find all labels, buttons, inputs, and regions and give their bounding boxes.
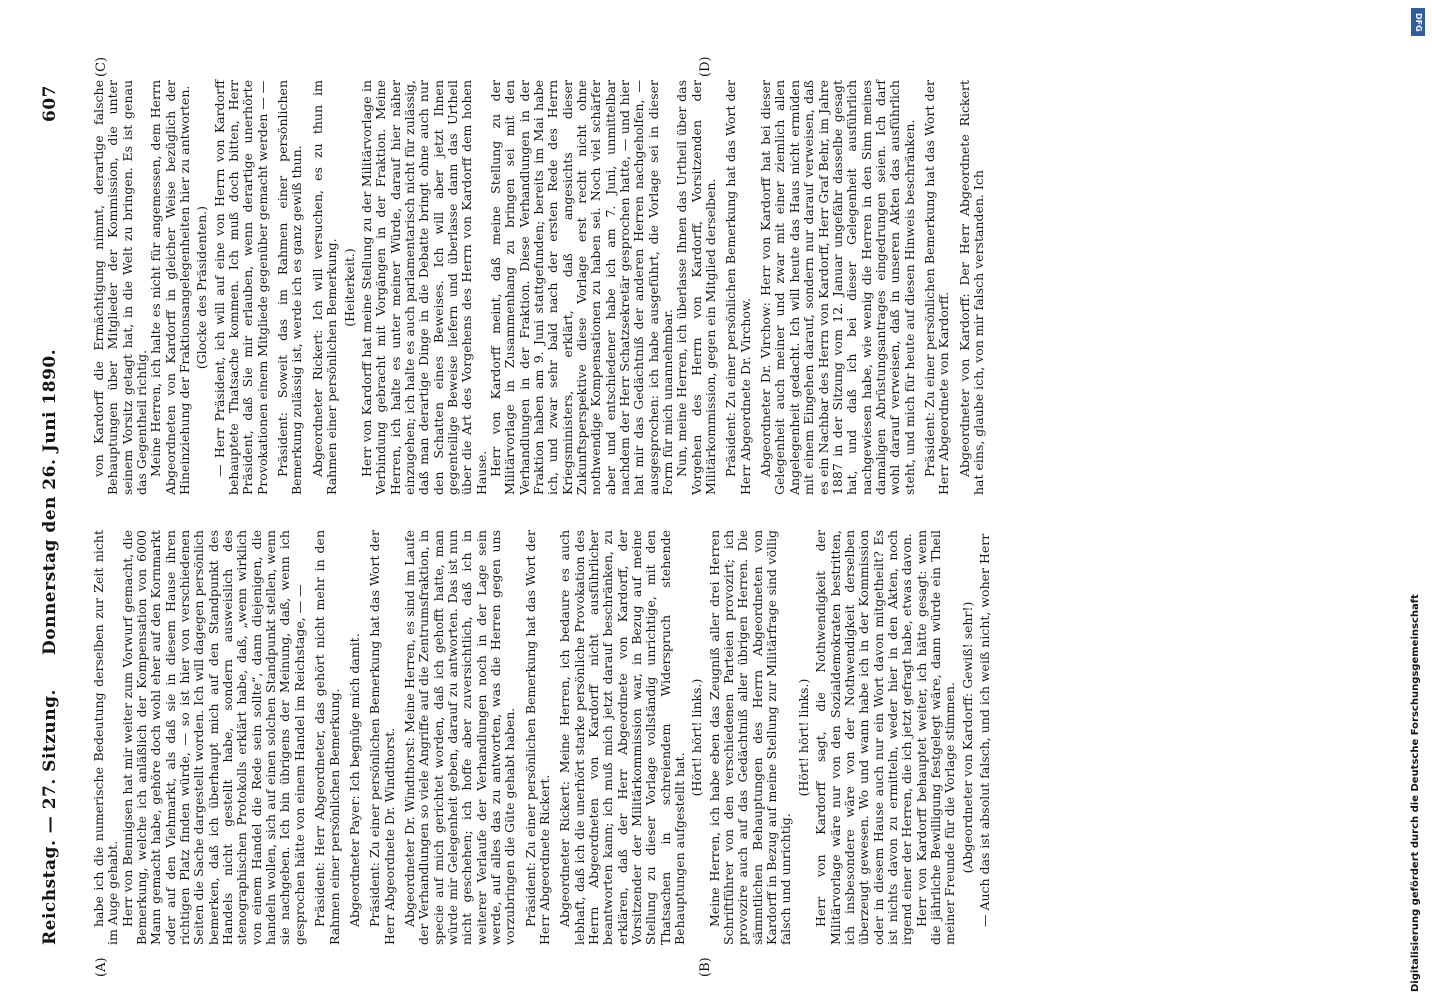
paragraph: Abgeordneter Payer: Ich begnüge mich damit.: [346, 633, 362, 927]
paragraph: Präsident: Zu einer persönlichen Bemerkung hat das Wort der Herr Abgeordnete Dr. Virchow.: [723, 80, 753, 495]
document-page: [10, 45, 1410, 985]
paragraph: Herr von Kardorff meint, daß meine Stellung zu der Militärvorlage in Zusammenhang zu bringen sei mit den Verhandlungen in der Fraktion. Diese Verhandlungen in der Fraktion haben am 9. Juni stattgefunden; bereits im Mai habe ich, und zwar sehr bald nach der ersten Rede des Herrn Kriegsministers, erklärt, daß angesichts dieser Zukunftsperspektive diese Vorlage erst recht nicht ohne nothwendige Kompensationen zu haben sei. Noch viel schärfer aber und entschiedener habe ich am 7. Juni, unmittelbar nachdem der Herr Schatzsekretär gesprochen hatte, — und hier hat mir das Gedächtniß der anderen Herren nachgeholfen, — ausgesprochen: ich habe ausgeführt, die Vorlage sei in dieser Form für mich unannehmbar.: [487, 80, 676, 495]
paragraph: Meine Herren, ich habe eben das Zeugniß aller drei Herren Schriftführer von den verschiedenen Parteien provozirt; ich provozire auch auf das Gedächtniß aller übrigen Herren. Die sämmtlichen Behauptungen des Herrn Abgeordneten von Kardorff in Bezug auf meine Stellung zur Militärfrage sind völlig falsch und unrichtig.: [706, 530, 794, 945]
paragraph: habe ich die numerische Bedeutung derselben zur Zeit nicht im Auge gehabt.: [91, 530, 121, 945]
interjection: (Hört! hört! links.): [689, 678, 705, 797]
paragraph: Herr von Kardorff hat meine Stellung zu der Militärvorlage in Verbindung gebracht mit Vorgängen in der Fraktion. Meine Herren, ich halte es unter meiner Würde, darauf hier näher einzugehen; ich halte es auch parlamentarisch nicht für zulässig, daß man derartige Dinge in die Debatte bringt ohne auch nur den Schatten eines Beweises. Ich will aber jetzt Ihnen gegenteilige Beweise liefern und überlasse dann das Urtheil über die Art des Vorgehens des Herrn von Kardorff dem hohen Hause.: [358, 80, 489, 495]
margin-letter-c: (C): [94, 56, 109, 77]
page-number: 607: [40, 85, 60, 122]
right-column: [92, 80, 986, 495]
dfg-logo: DFG: [1411, 8, 1425, 36]
paragraph: Nun, meine Herren, ich überlasse Ihnen das Urtheil über das Vorgehen des Herrn von Kardorff, Vorsitzenden der Militärkommission, gegen ein Mitglied derselben.: [674, 80, 719, 495]
margin-letter-a: (A): [94, 957, 109, 977]
paragraph: Präsident: Zu einer persönlichen Bemerkung hat das Wort der Herr Abgeordnete Dr. Windthorst.: [367, 530, 397, 945]
margin-letter-d: (D): [698, 56, 713, 77]
header-date: Donnerstag den 26. Juni 1890.: [40, 348, 60, 655]
paragraph: Präsident: Soweit das im Rahmen einer persönlichen Bemerkung zulässig ist, werde ich es ganz gewiß thun.: [275, 80, 305, 495]
running-header: [40, 85, 66, 945]
header-title: Reichstag. — 27. Sitzung.: [40, 689, 60, 945]
paragraph: von Kardorff die Ermächtigung nimmt, derartige falsche Behauptungen über Mitglieder der Kommission, die unter seinem Vorsitz getagt hat, in die Welt zu bringen. Es ist genau das Gegentheil richtig.: [91, 80, 150, 495]
margin-letter-b: (B): [698, 957, 713, 977]
paragraph: — Herr Präsident, ich will auf eine von Herrn von Kardorff behauptete Thatsache kommen. Ich muß doch bitten, Herr Präsident, daß Sie mir erlauben, wenn derartige unerhörte Provokationen einem Mitgliede gegenüber gemacht werden — —: [211, 80, 270, 495]
paragraph: Präsident: Zu einer persönlichen Bemerkung hat das Wort der Herr Abgeordnete Rickert.: [522, 530, 552, 945]
paragraph: Herr von Kardorff behauptet weiter, ich hätte gesagt: wenn die jährliche Bewilligung festgelegt wäre, dann würde ein Theil meiner Freunde für die Vorlage stimmen.: [913, 530, 958, 945]
paragraph: Präsident: Herr Abgeordneter, das gehört nicht mehr in den Rahmen einer persönlichen Bemerkung.: [312, 530, 342, 945]
digitization-stamp: [1410, 2, 1428, 992]
interjection: (Glocke des Präsidenten.): [194, 205, 210, 370]
paragraph: Abgeordneter Rickert: Ich will versuchen, es zu thun im Rahmen einer persönlichen Bemerkung.: [309, 80, 340, 495]
paragraph: Abgeordneter Dr. Windthorst: Meine Herren, es sind im Laufe der Verhandlungen so viele Angriffe auf die Zentrumsfraktion, in specie auf mich gerichtet worden, daß ich gehofft hatte, man würde mir Gelegenheit geben, darauf zu antworten. Das ist nun nicht geschehen; ich hoffe aber zuversichtlich, daß ich in weiterer Verlaufe der Verhandlungen noch in der Lage sein werde, auf alles das zu antworten, was die Herren gegen uns vorzubringen die Güte gehabt haben.: [401, 530, 518, 945]
paragraph: Meine Herren, ich halte es nicht für angemessen, dem Herrn Abgeordneten von Kardorff in gleicher Weise bezüglich der Hineinziehung der Fraktionsangelegenheiten hier zu antworten.: [148, 80, 193, 495]
paragraph: Herr von Kardorff sagt, die Nothwendigkeit der Militärvorlage wäre nur von den Sozialdemokraten bestritten, ich insbesondere wäre von der Nothwendigkeit derselben überzeugt gewesen. Wo und wann habe ich in der Kommission oder in diesem Hause auch nur ein Wort davon mitgetheilt? Es ist nichts davon zu ermitteln, weder hier in den Akten, noch irgend einer der Herren, die ich jetzt gefragt habe, etwas davon.: [813, 530, 915, 945]
interjection: (Abgeordneter von Kardorff: Gewiß! sehr!): [959, 601, 975, 874]
paragraph: Abgeordneter Dr. Virchow: Herr von Kardorff hat bei dieser Gelegenheit auch meiner und zwar mit einer ziemlich allen Angelegenheit gedacht. Ich will heute das Haus nicht ermüden mit einem Eingehen darauf, sondern nur darauf verweisen, daß es ein Nachbar des Herrn von Kardorff, Herr Graf Behr, im Jahre 1887 in der Sitzung vom 12. Januar ungefähr dasselbe gesagt hat, und daß ich bei dieser Gelegenheit ausführlich nachgewiesen habe, wie wenig die Herren in den Sinn meines damaligen Abrüstungsantrages eingedrungen seien. Ich darf wohl darauf verweisen, daß in unseren Akten das ausführlich steht, und mich für heute auf diesen Hinweis beschränken.: [758, 80, 917, 495]
interjection: (Hört! hört! links.): [795, 678, 811, 797]
interjection: (Heiterkeit.): [341, 248, 357, 327]
paragraph: Herr von Bennigsen hat mir weiter zum Vorwurf gemacht, die Bemerkung, welche ich anläßlich der Kompensation von 6000 Mann gemacht habe, gehöre doch wohl eher auf den Kornmarkt oder auf den Viehmarkt, als daß sie in diesem Hause ihren richtigen Platz finden würde, — so ist hier von verschiedenen Seiten die Sache dargestellt worden. Ich will dagegen persönlich bemerken, daß ich überhaupt mich auf den Standpunkt des Handels nicht gestellt habe, sondern ausweislich des stenographischen Protokolls erklärt habe, daß, „wenn wirklich von einem Handel die Rede sein sollte“, dann diejenigen, die handeln wollen, sich auf einen solchen Standpunkt stellen, wenn sie nachgeben. Ich bin übrigens der Meinung, daß, wenn ich gesprochen hätte von einem Handel im Reichstage, — —: [119, 530, 307, 945]
paragraph: Präsident: Zu einer persönlichen Bemerkung hat das Wort der Herr Abgeordnete von Kardorff.: [921, 80, 952, 495]
digitization-credit: Digitalisierung gefördert durch die Deutsche Forschungsgemeinschaft: [1410, 594, 1421, 992]
left-column: [92, 530, 992, 945]
paragraph: Abgeordneter von Kardorff: Der Herr Abgeordnete Rickert hat eins, glaube ich, von mir falsch verstanden. Ich: [956, 80, 986, 495]
paragraph: — Auch das ist absolut falsch, und ich weiß nicht, woher Herr: [976, 533, 992, 927]
paragraph: Abgeordneter Rickert: Meine Herren, ich bedaure es auch lebhaft, daß ich die unerhört starke persönliche Provokation des Herrn Abgeordneten von Kardorff nicht ausführlicher beantworten kann; ich muß mich jetzt darauf beschränken, zu erklären, daß der Herr Abgeordnete von Kardorff, der Vorsitzender der Militärkommission war, in Bezug auf meine Stellung zu dieser Vorlage vollständig unrichtige, mit den Thatsachen in schreiendem Widerspruch stehende Behauptungen aufgestellt hat.: [557, 530, 688, 945]
